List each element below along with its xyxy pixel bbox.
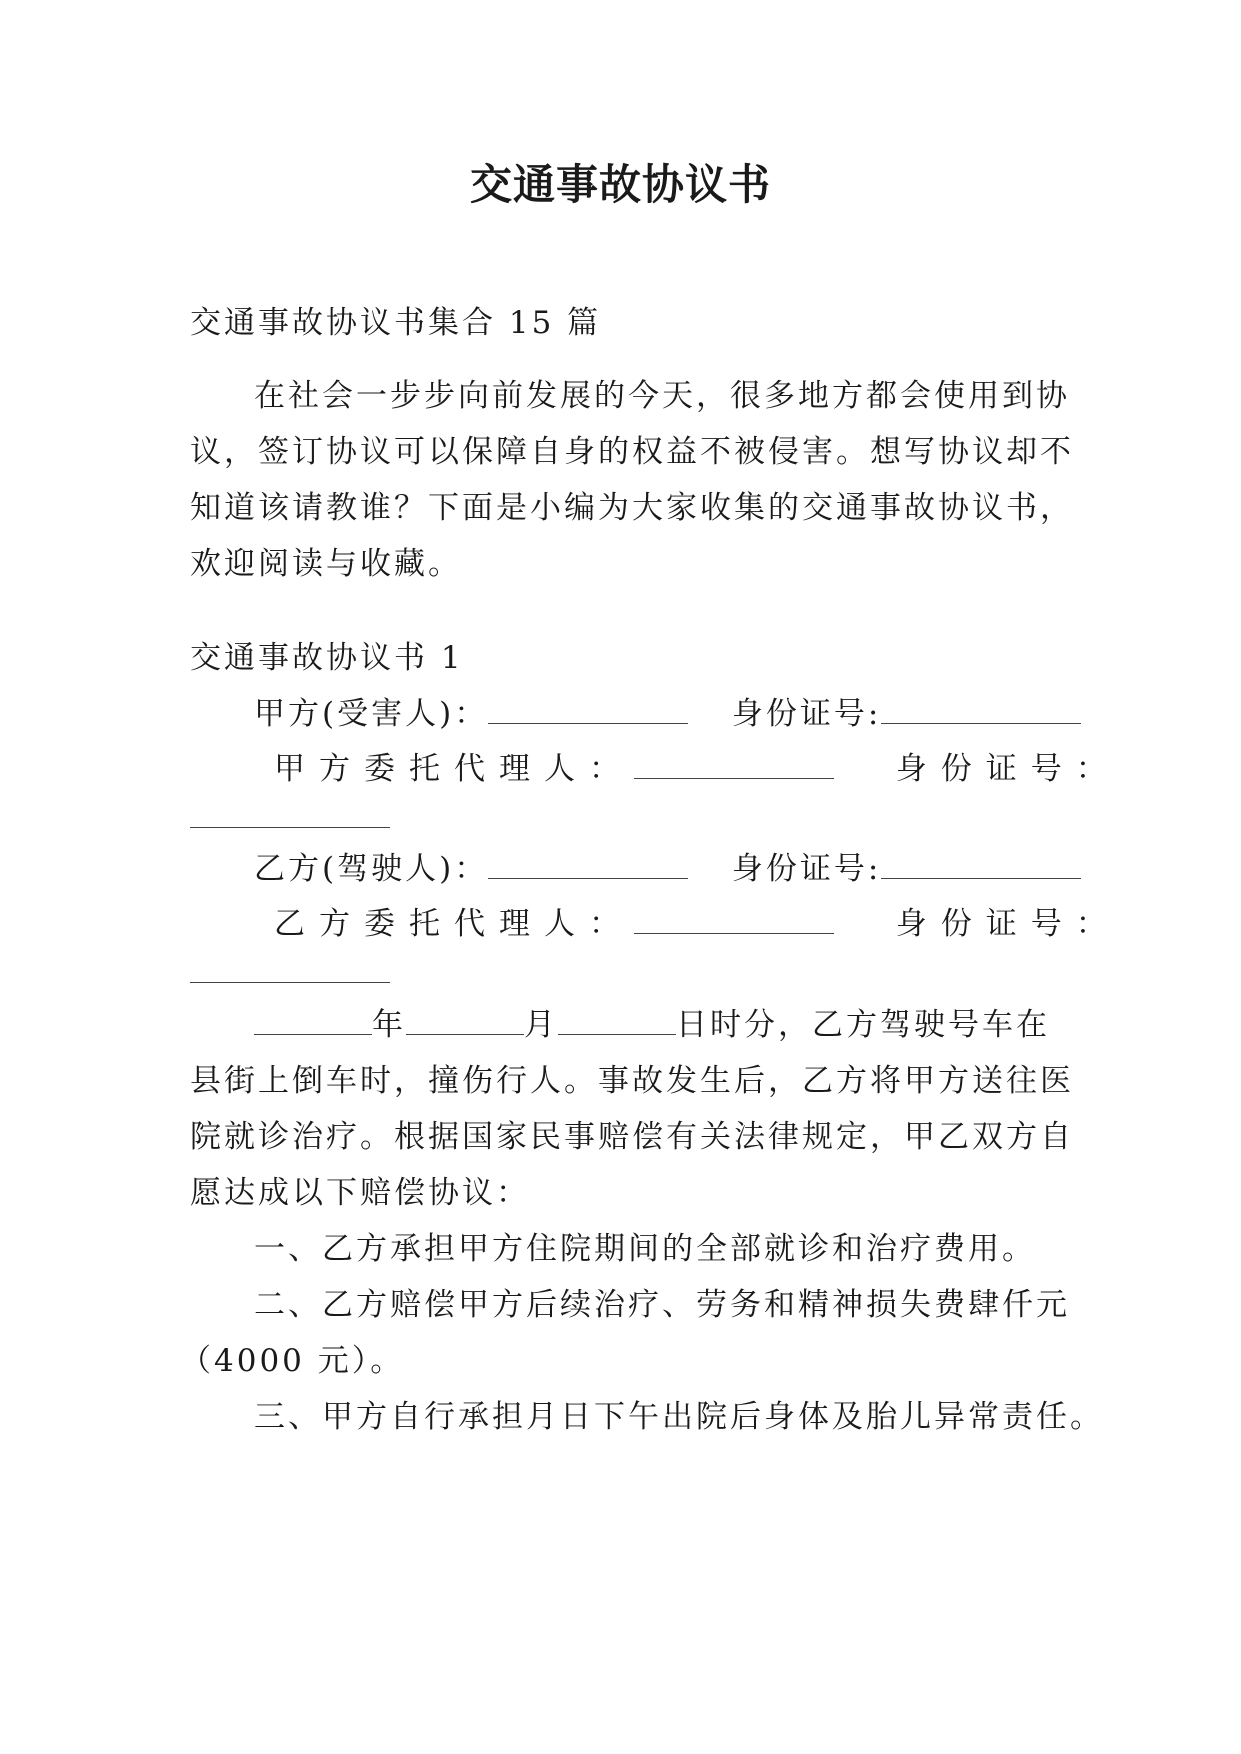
party-b-name-blank [488, 852, 688, 879]
party-b-agent-row [274, 898, 1121, 943]
party-a-id-blank [881, 697, 1081, 724]
party-b-agent-name-blank [634, 907, 834, 934]
document-subtitle: 交通事故协议书集合 15 篇 [190, 305, 602, 341]
day-blank [558, 1008, 676, 1035]
date-line [254, 999, 1050, 1044]
year-blank [254, 1008, 372, 1035]
body-line-3: 愿达成以下赔偿协议： [190, 1175, 530, 1211]
party-a-row [254, 688, 1081, 733]
party-a-name-blank [488, 697, 688, 724]
party-b-agent-id-row [190, 955, 390, 991]
intro-line-3: 知道该请教谁？下面是小编为大家收集的交通事故协议书， [190, 490, 1074, 526]
party-b-agent-id-blank [190, 956, 390, 983]
party-b-id-blank [881, 852, 1081, 879]
party-a-label: 甲方(受害人)： [254, 696, 489, 732]
party-a-agent-id-blank [190, 801, 390, 828]
date-rest-text: 日时分，乙方驾驶号车在 [676, 1007, 1050, 1043]
intro-line-4: 欢迎阅读与收藏。 [190, 546, 462, 582]
date-year-label: 年 [372, 1007, 406, 1043]
party-b-row [254, 843, 1081, 888]
clause-2-continued: （4000 元）。 [180, 1343, 405, 1379]
document-title: 交通事故协议书 [469, 160, 771, 209]
month-blank [406, 1008, 524, 1035]
party-b-label: 乙方(驾驶人)： [254, 851, 489, 887]
body-line-1: 县街上倒车时，撞伤行人。事故发生后，乙方将甲方送往医 [190, 1063, 1074, 1099]
party-a-agent-row [274, 743, 1121, 788]
party-a-id-label: 身份证号: [731, 696, 882, 732]
clause-1: 一、乙方承担甲方住院期间的全部就诊和治疗费用。 [254, 1231, 1036, 1267]
party-b-agent-label: 乙方委托代理人： [274, 906, 634, 942]
intro-line-2: 议，签订协议可以保障自身的权益不被侵害。想写协议却不 [190, 434, 1074, 470]
date-month-label: 月 [524, 1007, 558, 1043]
party-a-agent-label: 甲方委托代理人： [274, 751, 634, 787]
clause-3: 三、甲方自行承担月日下午出院后身体及胎儿异常责任。 [254, 1399, 1104, 1435]
body-line-2: 院就诊治疗。根据国家民事赔偿有关法律规定，甲乙双方自 [190, 1119, 1074, 1155]
party-b-agent-id-label: 身份证号： [895, 906, 1121, 942]
party-b-id-label: 身份证号: [731, 851, 882, 887]
party-a-agent-id-label: 身份证号： [895, 751, 1121, 787]
clause-2: 二、乙方赔偿甲方后续治疗、劳务和精神损失费肆仟元 [254, 1287, 1070, 1323]
section-heading: 交通事故协议书 1 [190, 640, 464, 676]
party-a-agent-name-blank [634, 752, 834, 779]
party-a-agent-id-row [190, 800, 390, 836]
intro-line-1: 在社会一步步向前发展的今天，很多地方都会使用到协 [254, 378, 1070, 414]
